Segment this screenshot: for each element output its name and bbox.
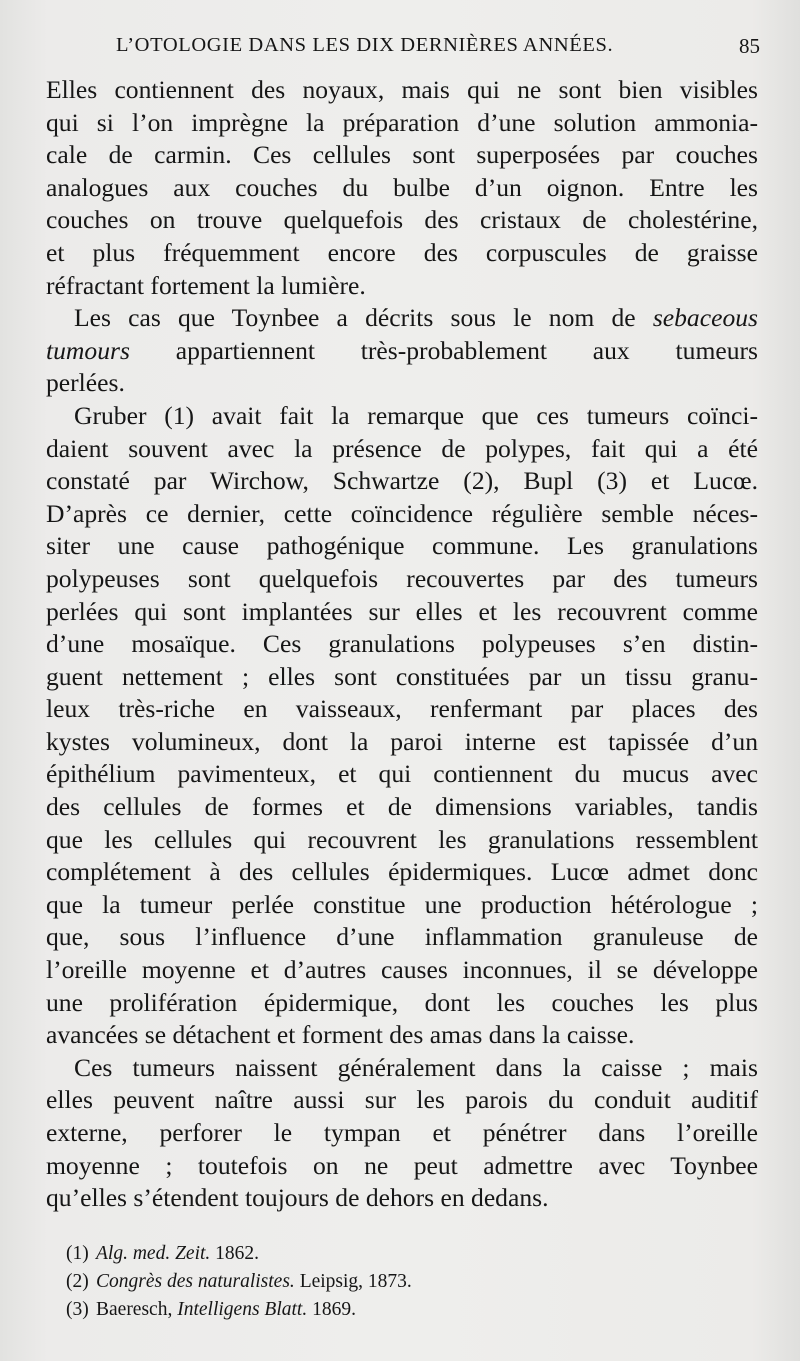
footnotes xyxy=(66,1240,756,1324)
text-line: réfractant fortement la lumière. xyxy=(46,270,366,300)
text-line: une prolifération épidermique, dont les couches les plus xyxy=(46,987,758,1017)
text-line: et plus fréquemment encore des corpuscules de graisse xyxy=(46,237,758,267)
footnote-2 xyxy=(66,1268,756,1296)
text-line: perlées qui sont implantées sur elles et les recouvrent comme xyxy=(46,596,758,626)
text-run: appartiennent très-probablement aux tumeurs xyxy=(129,335,758,365)
text-line: l’oreille moyenne et d’autres causes inconnues, il se développe xyxy=(46,955,758,985)
text-line: Gruber (1) avait fait la remarque que ces tumeurs coïnci- xyxy=(74,400,758,430)
footnote-detail: 1869. xyxy=(307,1299,356,1320)
text-line: que, sous l’influence d’une inflammation granuleuse de xyxy=(46,922,758,952)
text-line: des cellules de formes et de dimensions variables, tandis xyxy=(46,792,758,822)
text-line: avancées se détachent et forment des amas dans la caisse. xyxy=(46,1020,635,1050)
text-line: cale de carmin. Ces cellules sont superposées par couches xyxy=(46,140,758,170)
text-line: Ces tumeurs naissent généralement dans la caisse ; mais xyxy=(74,1052,758,1082)
text-line: analogues aux couches du bulbe d’un oignon. Entre les xyxy=(46,172,758,202)
text-line: elles peuvent naître aussi sur les parois du conduit auditif xyxy=(46,1085,758,1115)
text-line: Elles contiennent des noyaux, mais qui ne sont bien visibles xyxy=(46,75,758,104)
text-line: qui si l’on imprègne la préparation d’une solution ammonia- xyxy=(46,107,758,137)
text-line: perlées. xyxy=(46,368,125,398)
footnote-author: Baeresch, xyxy=(96,1299,178,1320)
italic-term: sebaceous xyxy=(652,303,758,333)
paragraph-1 xyxy=(46,74,758,302)
footnote-1 xyxy=(66,1240,756,1268)
paragraph-2 xyxy=(46,302,758,400)
text-line: qu’elles s’étendent toujours de dehors en dedans. xyxy=(46,1183,549,1213)
footnote-source: Intelligens Blatt. xyxy=(177,1299,308,1320)
text-line: constaté par Wirchow, Schwartze (2), Bupl (3) et Lucœ. xyxy=(46,466,758,496)
page-header xyxy=(46,34,760,64)
running-head: L’OTOLOGIE DANS LES DIX DERNIÈRES ANNÉES. xyxy=(116,34,614,56)
footnote-source: Alg. med. Zeit. xyxy=(96,1243,211,1264)
text-line: que la tumeur perlée constitue une production hétérologue ; xyxy=(46,889,758,919)
text-line: leux très-riche en vaisseaux, renfermant par places des xyxy=(46,694,758,724)
text-line: siter une cause pathogénique commune. Les granulations xyxy=(46,531,758,561)
footnote-detail: Leipsig, 1873. xyxy=(294,1271,412,1292)
text-line: moyenne ; toutefois on ne peut admettre avec Toynbee xyxy=(46,1150,758,1180)
text-line: D’après ce dernier, cette coïncidence régulière semble néces- xyxy=(46,498,758,528)
footnote-source: Congrès des naturalistes. xyxy=(96,1271,295,1292)
italic-term: tumours xyxy=(46,335,130,365)
footnote-marker: (3) xyxy=(66,1299,89,1320)
text-line: complétement à des cellules épidermiques. Lucœ admet donc xyxy=(46,857,758,887)
footnote-marker: (1) xyxy=(66,1243,89,1264)
footnote-marker: (2) xyxy=(66,1271,89,1292)
paragraph-4 xyxy=(46,1052,758,1215)
text-line xyxy=(46,335,758,368)
text-line: polypeuses sont quelquefois recouvertes par des tumeurs xyxy=(46,563,758,593)
text-line: kystes volumineux, dont la paroi interne est tapissée d’un xyxy=(46,726,758,756)
text-line: externe, perforer le tympan et pénétrer dans l’oreille xyxy=(46,1118,758,1147)
text-line: épithélium pavimenteux, et qui contiennent du mucus avec xyxy=(46,759,758,789)
text-run: Les cas que Toynbee a décrits sous le nom de xyxy=(74,303,653,333)
text-line: daient souvent avec la présence de polypes, fait qui a été xyxy=(46,433,758,463)
text-line: que les cellules qui recouvrent les granulations ressemblent xyxy=(46,824,758,854)
text-line: guent nettement ; elles sont constituées par un tissu granu- xyxy=(46,661,758,691)
text-line: d’une mosaïque. Ces granulations polypeuses s’en distin- xyxy=(46,629,758,659)
footnote-3 xyxy=(66,1296,756,1324)
text-line: couches on trouve quelquefois des cristaux de cholestérine, xyxy=(46,205,758,235)
footnote-detail: 1862. xyxy=(210,1243,260,1264)
page-number: 85 xyxy=(739,34,760,58)
body-text xyxy=(46,74,758,1215)
text-line xyxy=(46,302,758,335)
paragraph-3 xyxy=(46,400,758,1052)
